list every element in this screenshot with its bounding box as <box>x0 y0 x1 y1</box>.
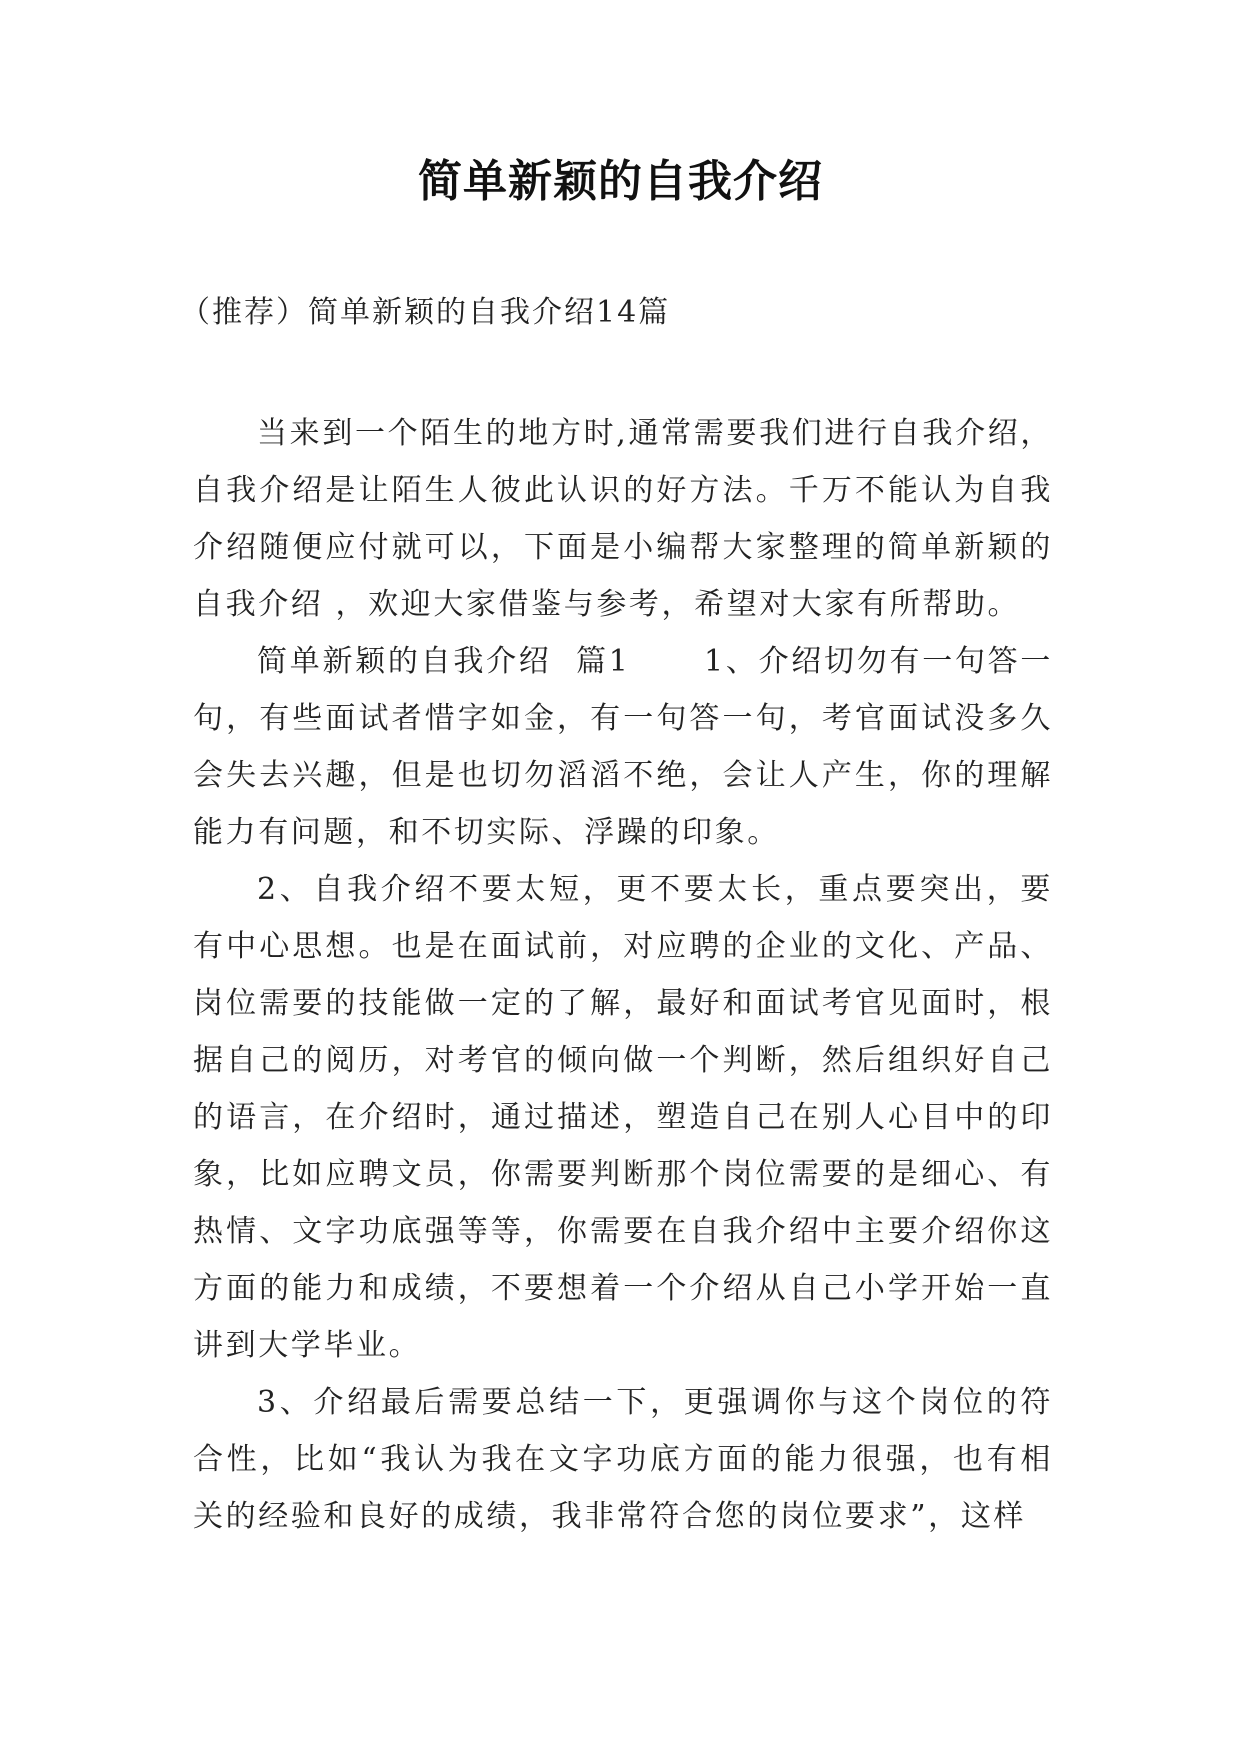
document-title: 简单新颖的自我介绍 <box>418 156 823 207</box>
body-paragraph-point-2: 2、自我介绍不要太短，更不要太长，重点要突出，要有中心思想。也是在面试前，对应聘的企业的文化、产品、岗位需要的技能做一定的了解，最好和面试考官见面时，根据自己的阅历，对考官的倾向做一个判断，然后组织好自己的语言，在介绍时，通过描述，塑造自己在别人心目中的印象，比如应聘文员，你需要判断那个岗位需要的是细心、有热情、文字功底强等等，你需要在自我介绍中主要介绍你这方面的能力和成绩，不要想着一个介绍从自己小学开始一直讲到大学毕业。 <box>193 872 1053 1363</box>
body-paragraph-section-1: 简单新颖的自我介绍 篇1 1、介绍切勿有一句答一句，有些面试者惜字如金，有一句答一句，考官面试没多久会失去兴趣，但是也切勿滔滔不绝，会让人产生，你的理解能力有问题，和不切实际、浮躁的印象。 <box>193 644 1053 850</box>
body-paragraph-intro: 当来到一个陌生的地方时,通常需要我们进行自我介绍，自我介绍是让陌生人彼此认识的好方法。千万不能认为自我介绍随便应付就可以，下面是小编帮大家整理的简单新颖的自我介绍 ，欢迎大家借鉴与参考，希望对大家有所帮助。 <box>193 416 1053 622</box>
body-paragraph-point-3: 3、介绍最后需要总结一下，更强调你与这个岗位的符合性，比如“我认为我在文字功底方面的能力很强，也有相关的经验和良好的成绩，我非常符合您的岗位要求”，这样 <box>193 1385 1053 1534</box>
document-subtitle: （推荐）简单新颖的自我介绍14篇 <box>180 295 671 330</box>
document-body <box>193 405 1053 1545</box>
